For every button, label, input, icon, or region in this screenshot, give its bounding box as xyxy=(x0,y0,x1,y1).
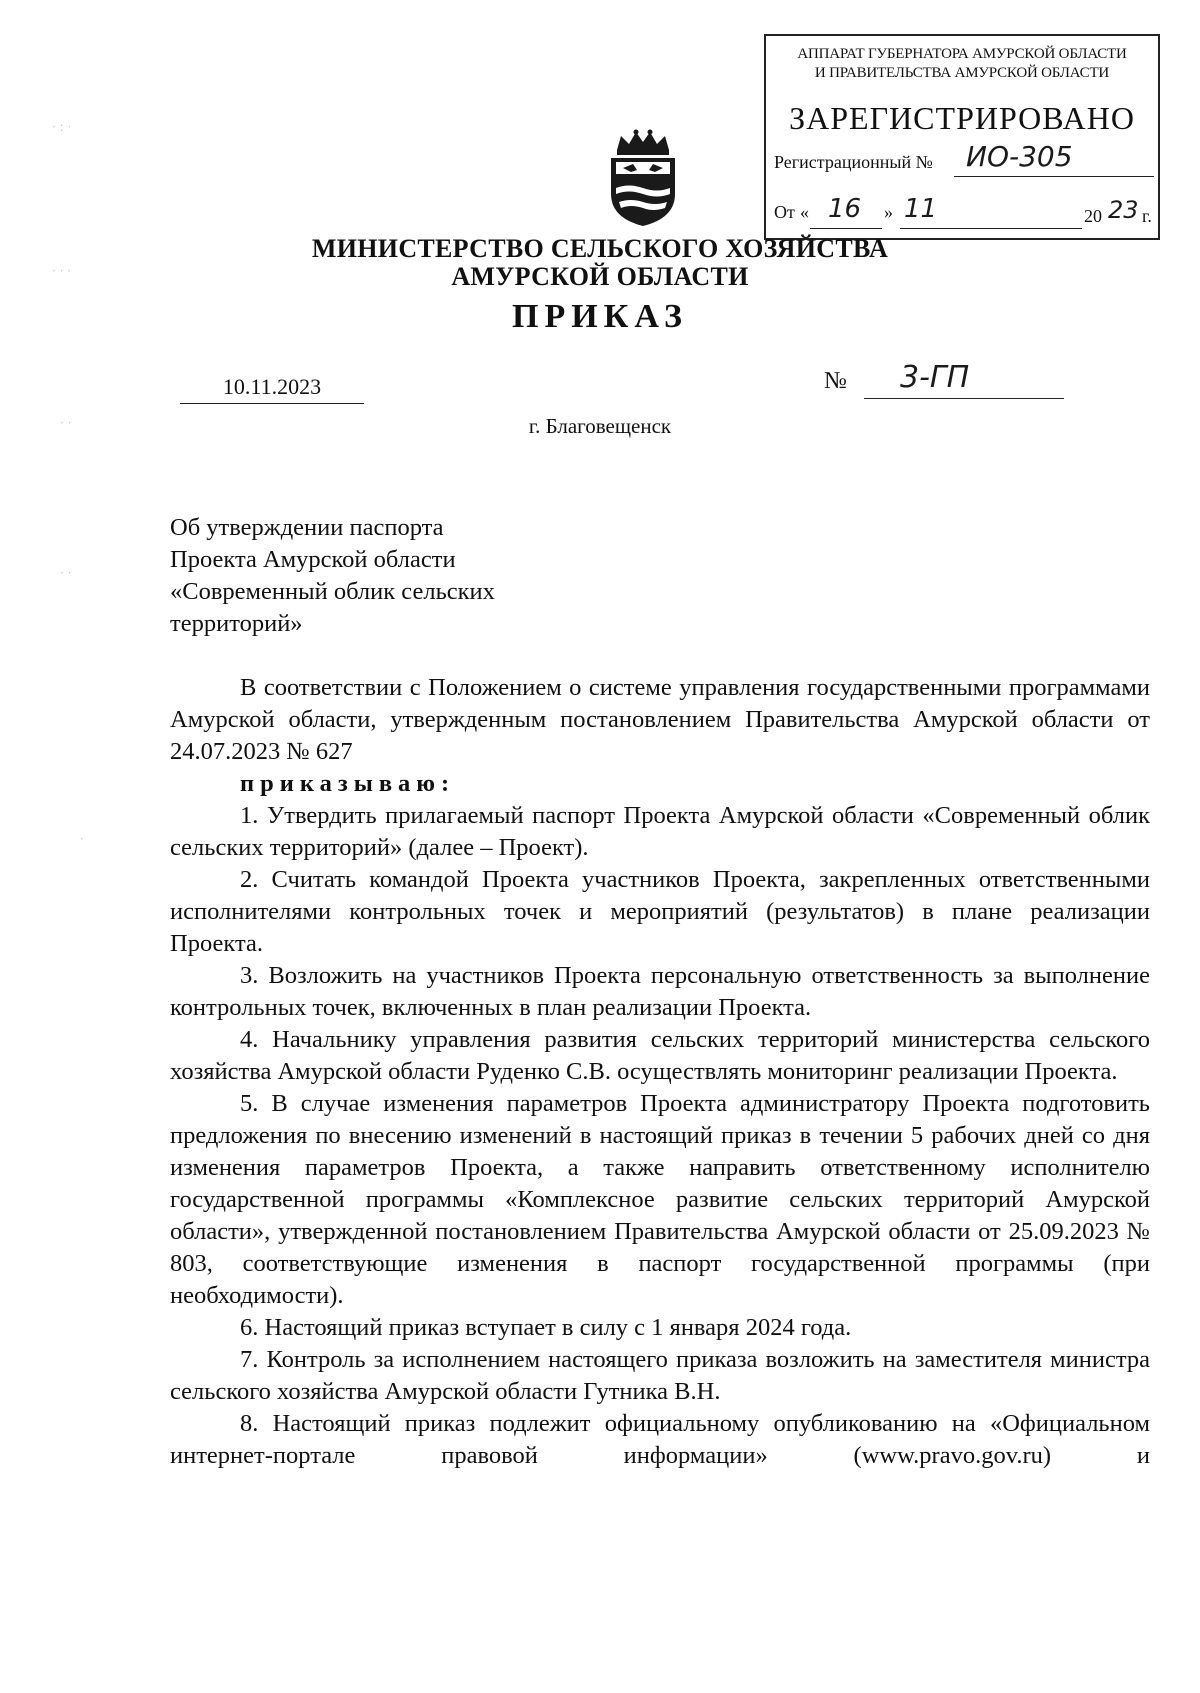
ministry-name-line-2: АМУРСКОЙ ОБЛАСТИ xyxy=(451,262,749,291)
subject-line: территорий» xyxy=(170,610,303,637)
subject-line: Проекта Амурской области xyxy=(170,546,456,573)
order-item-3: 3. Возложить на участников Проекта персональную ответственность за выполнение контрольных точек, включенных в план реализации Проекта. xyxy=(170,962,1150,1021)
coat-of-arms-emblem xyxy=(603,128,683,228)
order-date: 10.11.2023 xyxy=(222,374,322,399)
intro-paragraph: В соответствии с Положением о системе управления государственными программами Амурской области, утвержденным постановлением Правительства Амурской области от 24.07.2023 № 627 xyxy=(170,674,1150,765)
subject-line: Об утверждении паспорта xyxy=(170,514,444,541)
order-number-underline xyxy=(864,398,1064,399)
stamp-month: 11 xyxy=(904,194,938,224)
order-verb: приказываю: xyxy=(240,770,456,797)
stamp-reg-underline xyxy=(954,176,1154,177)
stamp-quote-open: « xyxy=(800,202,809,222)
stamp-reg-label: Регистрационный № xyxy=(774,152,933,172)
stamp-quote-close: » xyxy=(884,202,893,222)
order-subject xyxy=(170,512,495,640)
stamp-year-prefix: 20 xyxy=(1084,206,1102,226)
stamp-org-line-2: И ПРАВИТЕЛЬСТВА АМУРСКОЙ ОБЛАСТИ xyxy=(814,65,1110,81)
order-item-5: 5. В случае изменения параметров Проекта администратору Проекта подготовить предложения по внесению изменений в настоящий приказ в течении 5 рабочих дней со дня изменения параметров Проекта, а также направить ответственному исполнителю государственной программы «Комплексное развитие сельских территорий Амурской области», утвержденной постановлением Правительства Амурской области от 25.09.2023 № 803, соответствующие изменения в паспорт государственной программы (при необходимости). xyxy=(170,1090,1150,1309)
order-date-underline xyxy=(180,403,364,404)
order-title: ПРИКАЗ xyxy=(512,298,688,335)
stamp-title: ЗАРЕГИСТРИРОВАНО xyxy=(789,100,1135,136)
order-body xyxy=(170,672,1150,1472)
city: г. Благовещенск xyxy=(528,414,672,438)
stamp-month-underline xyxy=(900,228,1082,229)
subject-line: «Современный облик сельских xyxy=(170,578,495,605)
order-item-8: 8. Настоящий приказ подлежит официальному опубликованию на «Официальном интернет-портале правовой информации» (www.pravo.gov.ru) и xyxy=(170,1410,1150,1469)
stamp-day: 16 xyxy=(828,194,862,224)
order-item-2: 2. Считать командой Проекта участников Проекта, закрепленных ответственными исполнителями контрольных точек и мероприятий (результатов) в плане реализации Проекта. xyxy=(170,866,1150,957)
order-item-6: 6. Настоящий приказ вступает в силу с 1 января 2024 года. xyxy=(240,1314,852,1341)
scan-mark: · : · xyxy=(52,120,72,134)
stamp-year-suffix: г. xyxy=(1142,206,1152,226)
scan-mark: · xyxy=(80,832,84,846)
stamp-date-label: От xyxy=(774,202,795,222)
scan-mark: · · xyxy=(60,416,72,430)
order-item-4: 4. Начальнику управления развития сельских территорий министерства сельского хозяйства Амурской области Руденко С.В. осуществлять мониторинг реализации Проекта. xyxy=(170,1026,1150,1085)
scan-mark: · · xyxy=(60,566,72,580)
order-number-sign: № xyxy=(824,368,847,394)
order-number: 3-ГП xyxy=(900,360,970,395)
stamp-reg-number: ИО-305 xyxy=(966,140,1073,173)
stamp-day-underline xyxy=(810,228,882,229)
order-item-7: 7. Контроль за исполнением настоящего приказа возложить на заместителя министра сельского хозяйства Амурской области Гутника В.Н. xyxy=(170,1346,1150,1405)
scan-mark: · · · xyxy=(52,264,72,278)
registration-stamp xyxy=(764,34,1160,240)
ministry-name-line-1: МИНИСТЕРСТВО СЕЛЬСКОГО ХОЗЯЙСТВА xyxy=(311,234,889,263)
order-item-1: 1. Утвердить прилагаемый паспорт Проекта Амурской области «Современный облик сельских территорий» (далее – Проект). xyxy=(170,802,1150,861)
stamp-org-line-1: АППАРАТ ГУБЕРНАТОРА АМУРСКОЙ ОБЛАСТИ xyxy=(797,46,1127,62)
stamp-year-handwritten: 23 xyxy=(1108,196,1139,224)
